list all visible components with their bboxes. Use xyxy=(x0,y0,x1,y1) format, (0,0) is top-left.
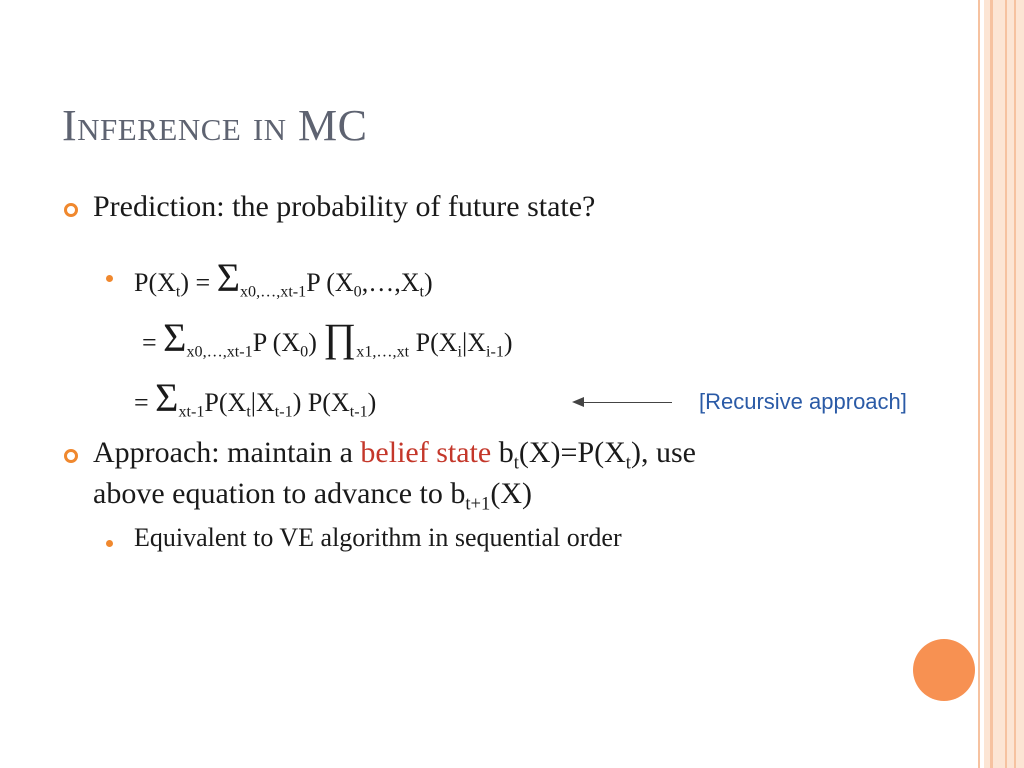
sum-symbol: Σ xyxy=(216,255,240,300)
sum-symbol: Σ xyxy=(155,375,179,420)
right-frame-stripe xyxy=(978,0,980,768)
left-arrow-icon xyxy=(572,397,584,407)
bullet-equivalent-ve: Equivalent to VE algorithm in sequential order xyxy=(134,523,622,552)
sum-symbol: Σ xyxy=(163,315,187,360)
bullet-ring-icon xyxy=(64,449,78,463)
belief-state-highlight: belief state xyxy=(360,436,492,469)
right-frame-stripe xyxy=(1014,0,1016,768)
bullet-dot-icon xyxy=(106,540,113,547)
bullet-approach-line-2: above equation to advance to $b_{t+1}(X)$ xyxy=(93,477,532,515)
product-symbol: ∏ xyxy=(323,315,357,360)
equation-line-3: = $\Sigma_{xt-1}P(X_t|X_{t-1})$ $P(X_{t-1})$ xyxy=(134,375,377,421)
decorative-orange-circle xyxy=(913,639,975,701)
equation-line-1: $P(X_t) = \Sigma_{x0,\dots,xt-1}P$ $(X_0,\dots,X_t)$ xyxy=(134,255,433,301)
bullet-prediction: Prediction: the probability of future state? xyxy=(93,190,596,223)
equation-line-2: = $\Sigma_{x0,\dots,xt-1}P$ $(X_0)$ $\prod_{x1,\dots,xt}$ $P(X_i|X_{i-1})$ xyxy=(142,315,513,361)
bullet-dot-icon xyxy=(106,275,113,282)
right-frame-stripe xyxy=(1005,0,1007,768)
left-arrow-line xyxy=(576,402,672,403)
bullet-ring-icon xyxy=(64,203,78,217)
slide-title: Inference in MC xyxy=(62,101,368,150)
recursive-approach-note: [Recursive approach] xyxy=(699,389,907,414)
right-frame-stripe xyxy=(990,0,993,768)
bullet-approach-line-1: Approach: maintain a belief state $b_t(X)=P(X_t)$, use xyxy=(93,436,696,474)
